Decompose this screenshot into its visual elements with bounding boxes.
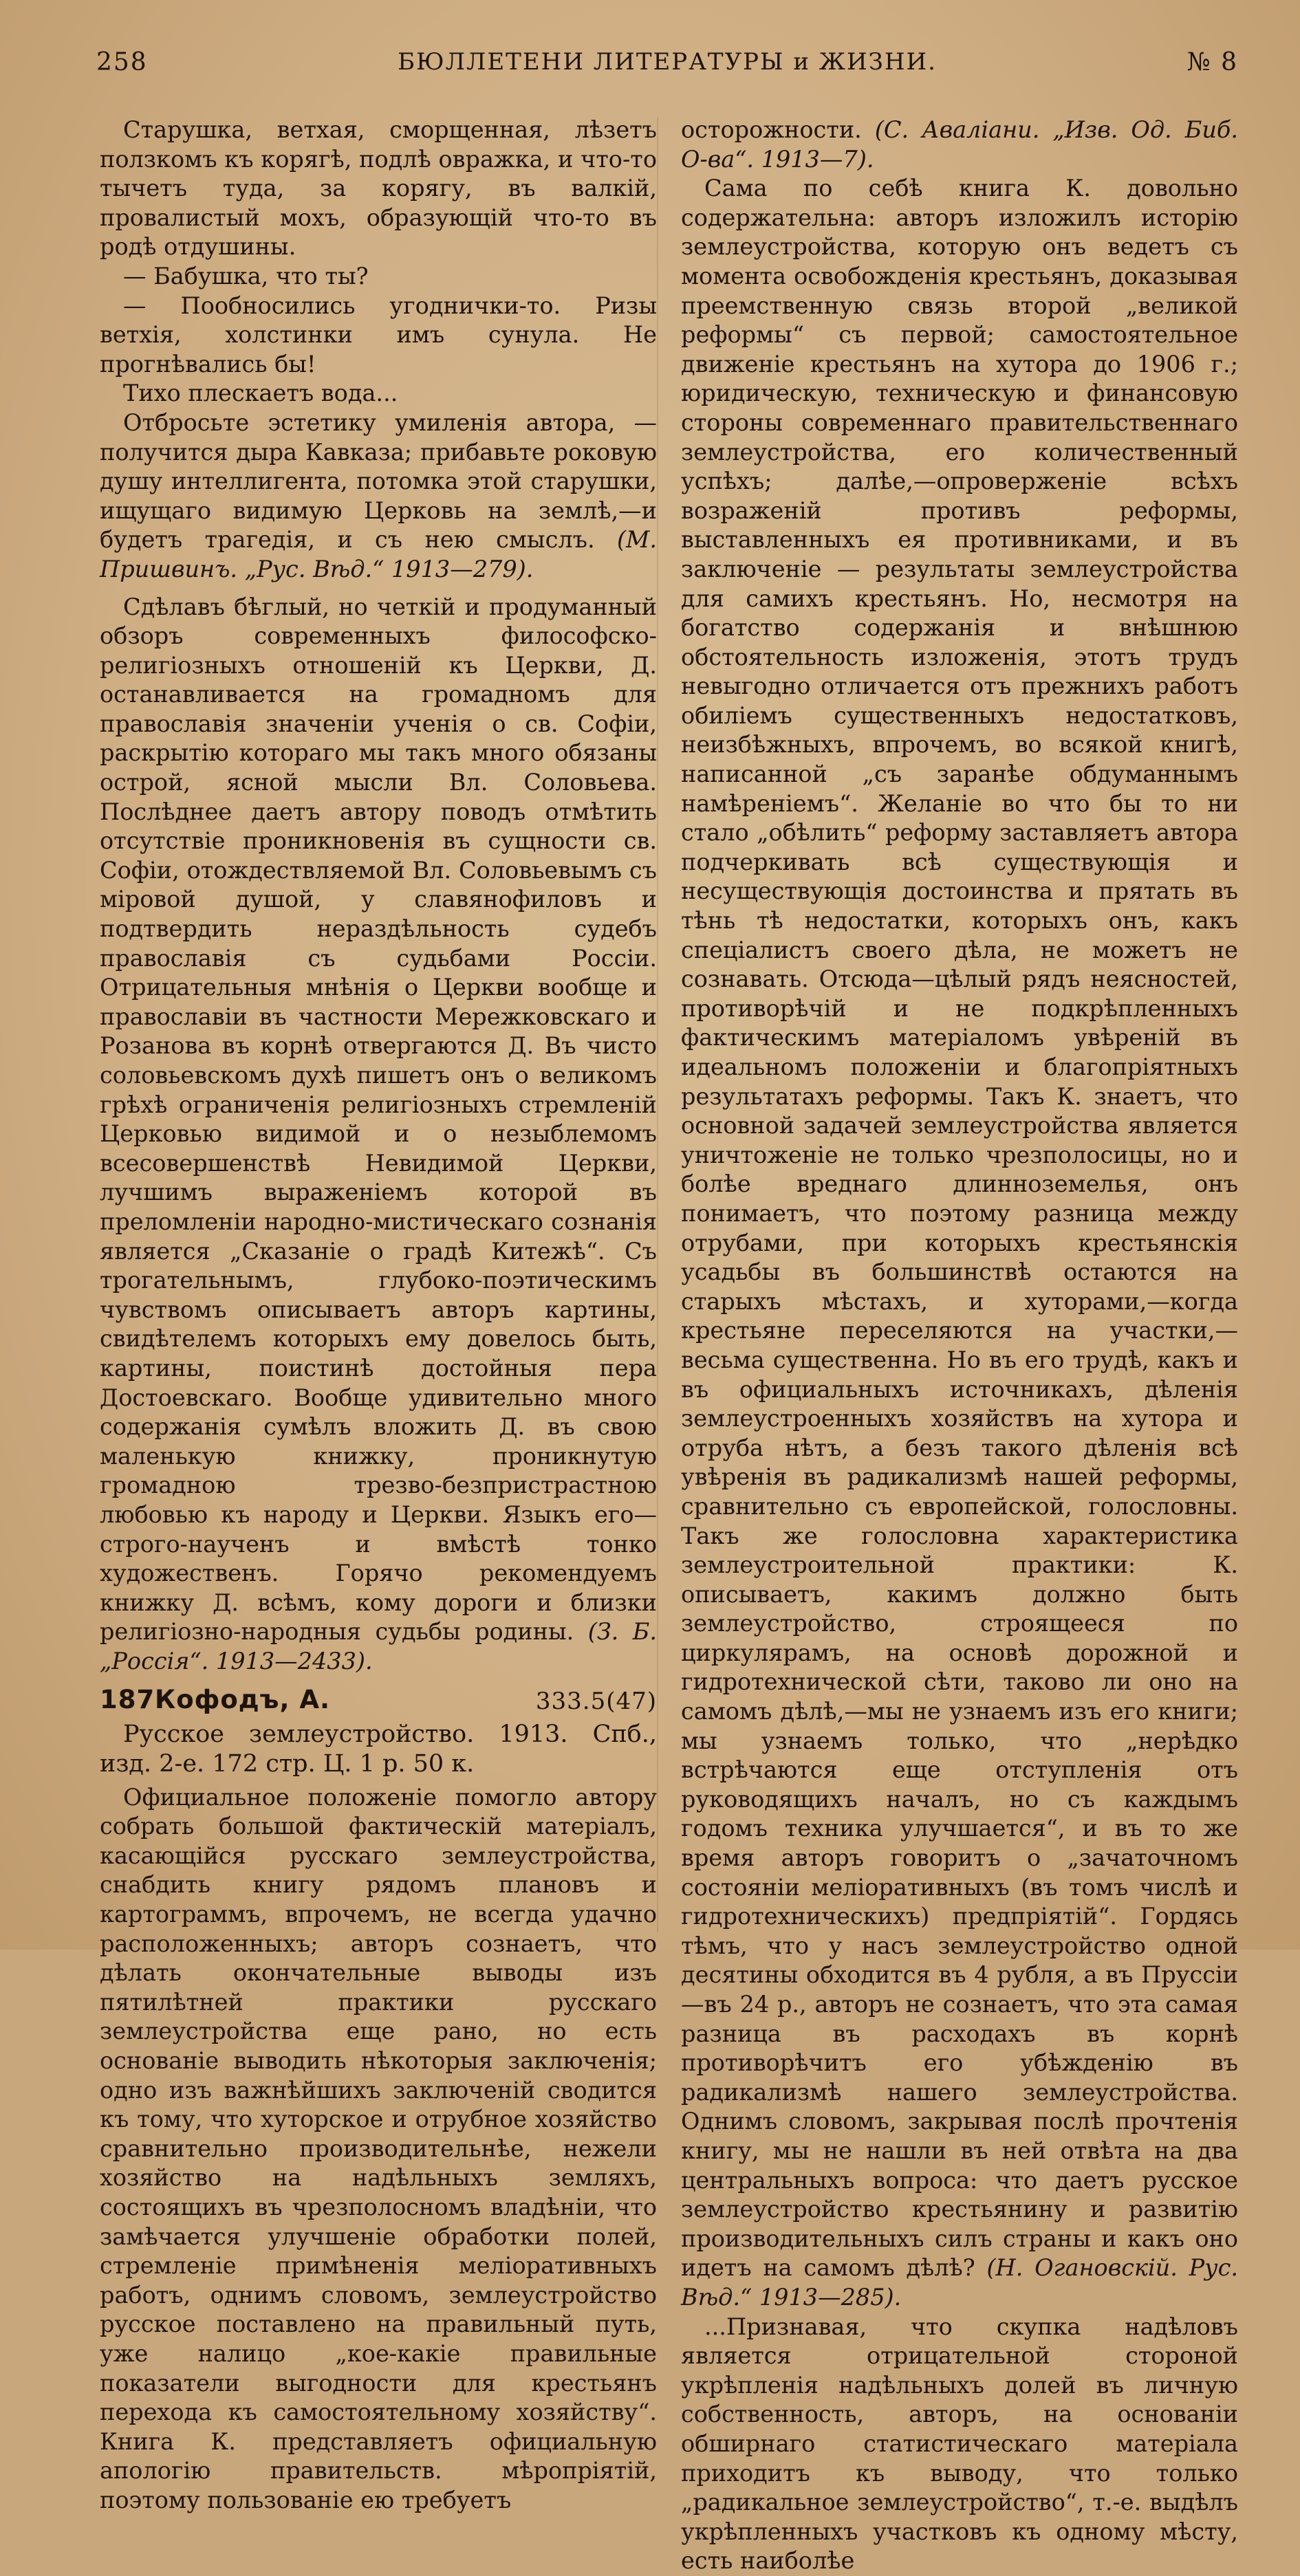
entry-author: Кофодъ, А. bbox=[155, 1685, 331, 1715]
review-paragraph: Официальное положеніе помогло автору собрать большой фактическій матеріалъ, касающійся русскаго землеустройства, снабдить книгу рядомъ плановъ и картограммъ, впрочемъ, не всегда удачно расположенныхъ; авторъ сознаетъ, что дѣлать окончательные выводы изъ пятилѣтней практики русскаго землеустройства еще рано, но есть основаніе выводить нѣкоторыя заключенія; одно изъ важнѣйшихъ заключеній сводится къ тому, что хуторское и отрубное хозяйство сравнительно производительнѣе, нежели хозяйство на надѣльныхъ земляхъ, состоящихъ въ чрезполосномъ владѣніи, что замѣчается улучшеніе обработки полей, стремленіе примѣненія меліоративныхъ работъ, однимъ словомъ, землеустройство русское поставлено на правильный путь, уже налицо „кое-какіе правильные показатели выгодности для крестьянъ перехода къ самостоятельному хозяйству“. Книга К. представляетъ официальную апологію правительств. мѣропріятій, поэтому пользованіе ею требуетъ bbox=[100, 1783, 657, 2513]
review-source: (З. Б. „Россія“. 1913—2433). bbox=[100, 1618, 657, 1674]
quote-dialog-line: — Бабушка, что ты? bbox=[123, 262, 369, 290]
running-head bbox=[96, 48, 1238, 89]
review-source: (С. Авалiани. „Изв. Од. Биб. О-ва“. 1913—7). bbox=[681, 116, 1238, 173]
review-paragraph bbox=[100, 408, 657, 585]
entry-number: 187. bbox=[100, 1685, 166, 1715]
review-text: Сдѣлавъ бѣглый, но четкій и продуманный обзоръ современныхъ философско-религіозныхъ отношеній къ Церкви, Д. останавливается на громадномъ для православія значеніи ученія о св. Софіи, раскрытію котораго мы такъ много обязаны острой, ясной мысли Вл. Соловьева. Послѣднее даетъ автору поводъ отмѣтить отсутствіе проникновенія въ сущности св. Софіи, отождествляемой Вл. Соловьевымъ съ міровой душой, у славянофиловъ и подтвердить нераздѣльность судебъ православія съ судьбами Россіи. Отрицательныя мнѣнія о Церкви вообще и православіи въ частности Мережковскаго и Розанова въ корнѣ отвергаются Д. Въ чисто соловьевскомъ духѣ пишетъ онъ о великомъ грѣхѣ ограниченія религіозныхъ стремленій Церковью видимой и о незыблемомъ всесовершенствѣ Невидимой Церкви, лучшимъ выраженіемъ которой въ преломленіи народно-мистическаго сознанія является „Сказаніе о градѣ Китежѣ“. Съ трогательнымъ, глубоко-поэтическимъ чувствомъ описываетъ авторъ картины, свидѣтелемъ которыхъ ему довелось быть, картины, поистинѣ достойныя пера Достоевскаго. Вообще удивительно много содержанія сумѣлъ вложить Д. въ свою маленькую книжку, проникнутую громадною трезво-безпристрастною любовью къ народу и Церкви. Языкъ его—строго-наученъ и вмѣстѣ тонко художественъ. Горячо рекомендуемъ книжку Д. всѣмъ, кому дороги и близки религіозно-народныя судьбы родины. bbox=[100, 593, 657, 1646]
right-column bbox=[681, 116, 1238, 2576]
issue-number: № 8 bbox=[1187, 48, 1238, 76]
review-paragraph bbox=[100, 593, 657, 1677]
quote-paragraph: Старушка, ветхая, сморщенная, лѣзетъ ползкомъ къ корягѣ, подлѣ овражка, и что-то тычетъ туда, за корягу, въ валкій, провалистый мохъ, образующій что-то въ родѣ отдушины. bbox=[100, 116, 657, 261]
entry-classification: 333.5(47) bbox=[535, 1688, 657, 1716]
continuation-line bbox=[681, 116, 1238, 174]
entry-bibliographic-line: Русское землеустройство. 1913. Спб., изд. 2-е. 172 стр. Ц. 1 р. 50 к. bbox=[100, 1721, 657, 1778]
review-source: (Н. Огановскій. Рус. Вѣд.“ 1913—285). bbox=[681, 2254, 1239, 2311]
quote-line: Тихо плескаетъ вода... bbox=[123, 380, 398, 407]
left-column bbox=[100, 116, 657, 2515]
continuation-text: осторожности. bbox=[681, 116, 862, 143]
review-paragraph bbox=[681, 174, 1238, 2312]
review-text: Отбросьте эстетику умиленія автора, — получится дыра Кавказа; прибавьте роковую душу интеллигента, потомка этой старушки, ищущаго видимую Церковь на землѣ,—и будетъ трагедія, и съ нею смыслъ. bbox=[100, 408, 657, 554]
column-divider bbox=[657, 117, 658, 1932]
review-source: (М. Пришвинъ. „Рус. Вѣд.“ 1913—279). bbox=[100, 526, 657, 582]
quote-dialog-line: — Пообносились угоднички-то. Ризы ветхія, холстинки имъ сунула. Не прогнѣвались бы! bbox=[100, 292, 657, 378]
entry-heading bbox=[100, 1685, 657, 1717]
page-number: 258 bbox=[96, 48, 148, 76]
journal-title: БЮЛЛЕТЕНИ ЛИТЕРАТУРЫ и ЖИЗНИ. bbox=[398, 48, 937, 76]
review-text: Сама по себѣ книга К. довольно содержательна: авторъ изложилъ исторію землеустройства, которую онъ ведетъ съ момента освобожденія крестьянъ, доказывая преемственную связь второй „великой реформы“ съ первой; самостоятельное движеніе крестьянъ на хутора до 1906 г.; юридическую, техническую и финансовую стороны современнаго правительственнаго землеустройства, его количественный успѣхъ; далѣе,—опроверженіе всѣхъ возраженій противъ реформы, выставленныхъ ея противниками, и въ заключеніе — результаты землеустройства для самихъ крестьянъ. Но, несмотря на богатство содержанія и внѣшнюю обстоятельность изложенія, этотъ трудъ невыгодно отличается отъ прежнихъ работъ обиліемъ существенныхъ недостатковъ, неизбѣжныхъ, впрочемъ, во всякой книгѣ, написанной „съ заранѣе обдуманнымъ намѣреніемъ“. Желаніе во что бы то ни стало „обѣлить“ реформу заставляетъ автора подчеркивать всѣ существующія и несуществующія достоинства и прятать въ тѣнь тѣ недостатки, которыхъ онъ, какъ спеціалистъ своего дѣла, не можетъ не сознавать. Отсюда—цѣлый рядъ неясностей, противорѣчій и не подкрѣпленныхъ фактическимъ матеріаломъ увѣреній въ идеальномъ положеніи и благопріятныхъ результатахъ реформы. Такъ К. знаетъ, что основной задачей землеустройства является уничтоженіе не только чрезполосицы, но и болѣе вреднаго длинноземелья, онъ понимаетъ, что поэтому разница между отрубами, при которыхъ крестьянскія усадьбы въ большинствѣ остаются на старыхъ мѣстахъ, и хуторами,—когда крестьяне переселяются на участки,—весьма существенна. Но въ его трудѣ, какъ и въ официальныхъ источникахъ, дѣленія землеустроенныхъ хозяйствъ на хутора и отруба нѣтъ, а безъ такого дѣленія всѣ увѣренія въ радикализмѣ нашей реформы, сравнительно съ европейской, голословны. Такъ же голословна характеристика землеустроительной практики: К. описываетъ, какимъ должно быть землеустройство, строящееся по циркулярамъ, на основѣ дорожной и гидротехнической сѣти, таково ли оно на самомъ дѣлѣ,—мы не узнаемъ изъ его книги; мы узнаемъ только, что „нерѣдко встрѣчаются еще отступленія отъ руководящихъ началъ, но съ каждымъ годомъ техника улучшается“, и въ то же время авторъ говоритъ о „зачаточномъ состояніи меліоративныхъ (въ томъ числѣ и гидротехническихъ) предпріятій“. Гордясь тѣмъ, что у насъ землеустройство одной десятины обходится въ 4 рубля, а въ Пруссіи—въ 24 р., авторъ не сознаетъ, что эта самая разница въ расходахъ въ корнѣ противорѣчитъ его убѣжденію въ радикализмѣ нашего землеустройства. Однимъ словомъ, закрывая послѣ прочтенія книгу, мы не нашли въ ней отвѣта на два центральныхъ вопроса: что даетъ русское землеустройство крестьянину и развитію производительныхъ силъ страны и какъ оно идетъ на самомъ дѣлѣ? bbox=[681, 175, 1238, 2282]
review-paragraph: ...Признавая, что скупка надѣловъ является отрицательной стороной укрѣпленія надѣльныхъ долей въ личную собственность, авторъ, на основаніи обширнаго статистическаго матеріала приходитъ къ выводу, что только „радикальное землеустройство“, т.-е. выдѣлъ укрѣпленныхъ участковъ къ одному мѣсту, есть наиболѣе bbox=[681, 2313, 1238, 2575]
